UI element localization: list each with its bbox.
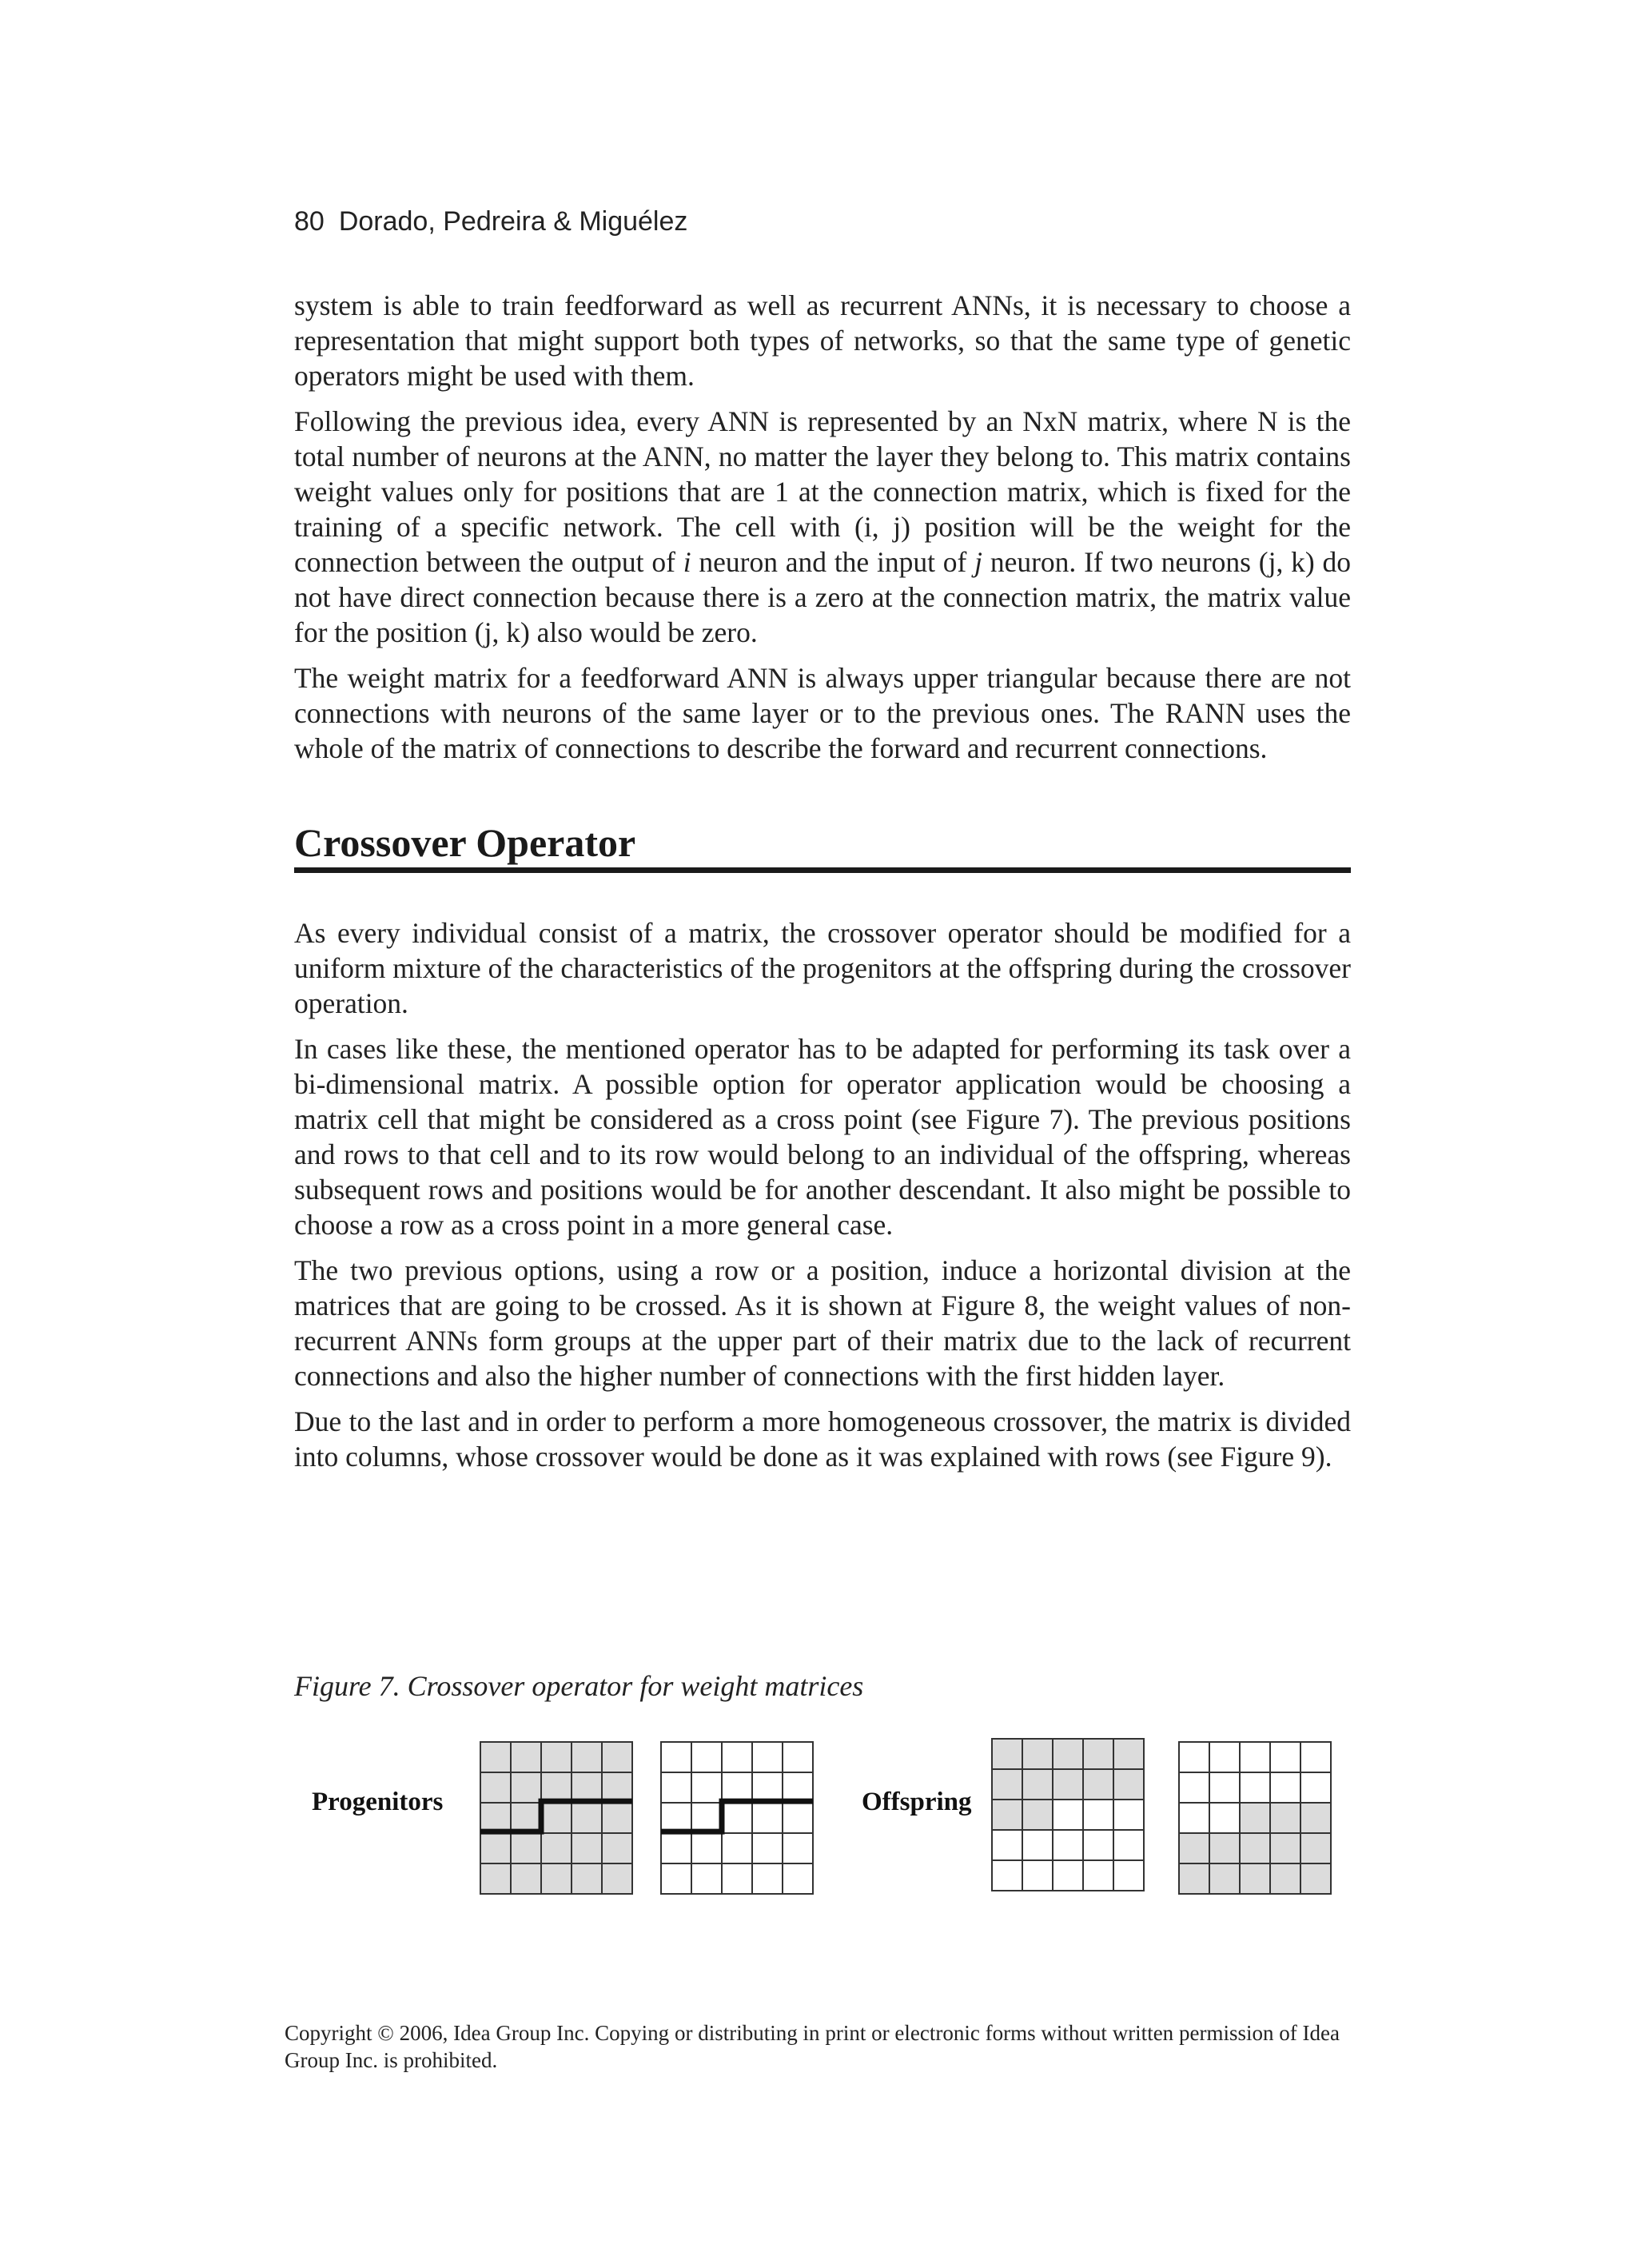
- matrix-cell: [511, 1803, 541, 1833]
- matrix-cell: [661, 1833, 691, 1863]
- progenitor-2-matrix: [660, 1741, 814, 1895]
- running-head-authors: Dorado, Pedreira & Miguélez: [338, 206, 688, 237]
- matrix-cell: [572, 1803, 602, 1833]
- matrix-cell: [783, 1803, 813, 1833]
- matrix-cell: [1113, 1800, 1144, 1830]
- matrix-cell: [661, 1863, 691, 1894]
- matrix-cell: [480, 1742, 511, 1772]
- matrix-cell: [1053, 1769, 1083, 1800]
- matrix-cell: [752, 1803, 783, 1833]
- matrix-cell: [1022, 1800, 1053, 1830]
- matrix-cell: [511, 1833, 541, 1863]
- matrix-cell: [1053, 1800, 1083, 1830]
- progenitor-1-matrix: [480, 1741, 633, 1895]
- paragraph: As every individual consist of a matrix, the crossover operator should be modified for a uniform mixture of the characteristics of the progenitors at the offspring during the crossover operation.: [294, 917, 1351, 1019]
- matrix-cell: [1240, 1772, 1270, 1803]
- matrix-cell: [1240, 1863, 1270, 1894]
- matrix-cell: [992, 1769, 1022, 1800]
- matrix-cell: [752, 1863, 783, 1894]
- matrix-cell: [602, 1742, 632, 1772]
- matrix-cell: [1113, 1830, 1144, 1860]
- matrix-cell: [480, 1863, 511, 1894]
- matrix-cell: [511, 1742, 541, 1772]
- paragraph: The weight matrix for a feedforward ANN is always upper triangular because there are not connections with neurons of the same layer or to the previous ones. The RANN uses the whole of the matrix of connections to describe the forward and recurrent connections.: [294, 662, 1351, 764]
- matrix-cell: [1179, 1863, 1209, 1894]
- running-head: [294, 206, 687, 237]
- page-number: 80: [294, 206, 325, 237]
- matrix-cell: [691, 1803, 722, 1833]
- matrix-cell: [661, 1742, 691, 1772]
- matrix-cell: [1083, 1830, 1113, 1860]
- matrix-cell: [1179, 1742, 1209, 1772]
- offspring-1-matrix: [991, 1738, 1145, 1891]
- matrix-cell: [1209, 1863, 1240, 1894]
- paragraph: The two previous options, using a row or a position, induce a horizontal division at the matrices that are going to be crossed. As it is shown at Figure 8, the weight values of non-recurrent ANNs form groups at the upper part of their matrix due to the lack of recurrent connections and also the higher number of connections with the first hidden layer.: [294, 1254, 1351, 1392]
- matrix-cell: [992, 1860, 1022, 1891]
- matrix-cell: [480, 1772, 511, 1803]
- paragraph: [294, 404, 1351, 650]
- section-heading: Crossover Operator: [294, 819, 1351, 873]
- matrix-cell: [661, 1772, 691, 1803]
- matrix-cell: [602, 1833, 632, 1863]
- paragraph-text: Following the previous idea, every ANN is represented by an NxN matrix, where N is the total number of neurons at the ANN, no matter the layer they belong to. This matrix contains weight values only for positions that are 1 at the connection matrix, which is fixed for the training of a specific network. The cell with (i, j) position will be the weight for the connection between the output of: [294, 405, 1351, 578]
- matrix-cell: [1270, 1772, 1300, 1803]
- matrix-cell: [992, 1739, 1022, 1769]
- matrix-cell: [1113, 1860, 1144, 1891]
- matrix-cell: [1209, 1772, 1240, 1803]
- matrix-cell: [1240, 1803, 1270, 1833]
- matrix-cell: [511, 1863, 541, 1894]
- matrix-cell: [1270, 1833, 1300, 1863]
- matrix-cell: [1053, 1830, 1083, 1860]
- progenitors-label: Progenitors: [312, 1788, 444, 1816]
- paragraph-italic: j: [974, 546, 983, 578]
- matrix-cell: [722, 1742, 752, 1772]
- matrix-cell: [1300, 1772, 1331, 1803]
- matrix-cell: [1113, 1769, 1144, 1800]
- matrix-cell: [1300, 1803, 1331, 1833]
- matrix-cell: [1179, 1803, 1209, 1833]
- matrix-cell: [752, 1742, 783, 1772]
- matrix-cell: [1022, 1769, 1053, 1800]
- matrix-cell: [1270, 1803, 1300, 1833]
- matrix-cell: [661, 1803, 691, 1833]
- matrix-cell: [783, 1833, 813, 1863]
- matrix-cell: [1209, 1742, 1240, 1772]
- body-text-section: [294, 915, 1351, 1485]
- paragraph-text: neuron. If two neurons (j, k) do not have direct connection because there is a zero at the connection matrix, the matrix value for the position (j, k) also would be zero.: [294, 546, 1351, 648]
- matrix-cell: [572, 1742, 602, 1772]
- paragraph: system is able to train feedforward as well as recurrent ANNs, it is necessary to choose a representation that might support both types of networks, so that the same type of genetic operators might be used with them.: [294, 289, 1351, 392]
- figure-caption: Figure 7. Crossover operator for weight matrices: [294, 1670, 864, 1702]
- copyright-notice: Copyright © 2006, Idea Group Inc. Copying or distributing in print or electronic forms without written permission of Idea Group Inc. is prohibited.: [285, 2021, 1340, 2072]
- matrix-cell: [691, 1863, 722, 1894]
- matrix-cell: [602, 1863, 632, 1894]
- matrix-cell: [1113, 1739, 1144, 1769]
- matrix-cell: [1022, 1739, 1053, 1769]
- matrix-cell: [722, 1803, 752, 1833]
- matrix-cell: [1083, 1860, 1113, 1891]
- matrix-cell: [602, 1803, 632, 1833]
- matrix-cell: [783, 1742, 813, 1772]
- matrix-cell: [541, 1772, 572, 1803]
- offspring-label: Offspring: [862, 1788, 972, 1816]
- matrix-cell: [572, 1833, 602, 1863]
- matrix-cell: [691, 1833, 722, 1863]
- matrix-cell: [1240, 1833, 1270, 1863]
- paragraph-text: neuron and the input of: [691, 546, 975, 578]
- matrix-cell: [783, 1863, 813, 1894]
- matrix-cell: [541, 1833, 572, 1863]
- matrix-cell: [541, 1742, 572, 1772]
- matrix-cell: [1270, 1863, 1300, 1894]
- matrix-cell: [1300, 1863, 1331, 1894]
- matrix-cell: [1022, 1860, 1053, 1891]
- paragraph: Due to the last and in order to perform a more homogeneous crossover, the matrix is divided into columns, whose crossover would be done as it was explained with rows (see Figure 9).: [294, 1405, 1351, 1473]
- matrix-cell: [1083, 1800, 1113, 1830]
- matrix-cell: [1300, 1833, 1331, 1863]
- matrix-cell: [572, 1772, 602, 1803]
- matrix-cell: [752, 1833, 783, 1863]
- matrix-cell: [602, 1772, 632, 1803]
- matrix-cell: [992, 1830, 1022, 1860]
- matrix-cell: [1083, 1739, 1113, 1769]
- matrix-cell: [992, 1800, 1022, 1830]
- matrix-cell: [722, 1772, 752, 1803]
- matrix-cell: [480, 1803, 511, 1833]
- matrix-cell: [691, 1772, 722, 1803]
- matrix-cell: [511, 1772, 541, 1803]
- matrix-cell: [1022, 1830, 1053, 1860]
- paragraph-italic: i: [683, 546, 691, 578]
- matrix-cell: [722, 1863, 752, 1894]
- matrix-cell: [1209, 1803, 1240, 1833]
- matrix-cell: [541, 1803, 572, 1833]
- paragraph: In cases like these, the mentioned operator has to be adapted for performing its task over a bi-dimensional matrix. A possible option for operator application would be choosing a matrix cell that might be considered as a cross point (see Figure 7). The previous positions and rows to that cell and to its row would belong to an individual of the offspring, whereas subsequent rows and positions would be for another descendant. It also might be possible to choose a row as a cross point in a more general case.: [294, 1033, 1351, 1241]
- matrix-cell: [1300, 1742, 1331, 1772]
- matrix-cell: [572, 1863, 602, 1894]
- matrix-cell: [783, 1772, 813, 1803]
- matrix-cell: [480, 1833, 511, 1863]
- matrix-cell: [1179, 1833, 1209, 1863]
- matrix-cell: [1240, 1742, 1270, 1772]
- matrix-cell: [1209, 1833, 1240, 1863]
- offspring-2-matrix: [1178, 1741, 1332, 1895]
- matrix-cell: [691, 1742, 722, 1772]
- matrix-cell: [1053, 1860, 1083, 1891]
- matrix-cell: [1179, 1772, 1209, 1803]
- matrix-cell: [541, 1863, 572, 1894]
- matrix-cell: [1053, 1739, 1083, 1769]
- matrix-cell: [722, 1833, 752, 1863]
- body-text-top: [294, 288, 1351, 776]
- matrix-cell: [1270, 1742, 1300, 1772]
- matrix-cell: [752, 1772, 783, 1803]
- matrix-cell: [1083, 1769, 1113, 1800]
